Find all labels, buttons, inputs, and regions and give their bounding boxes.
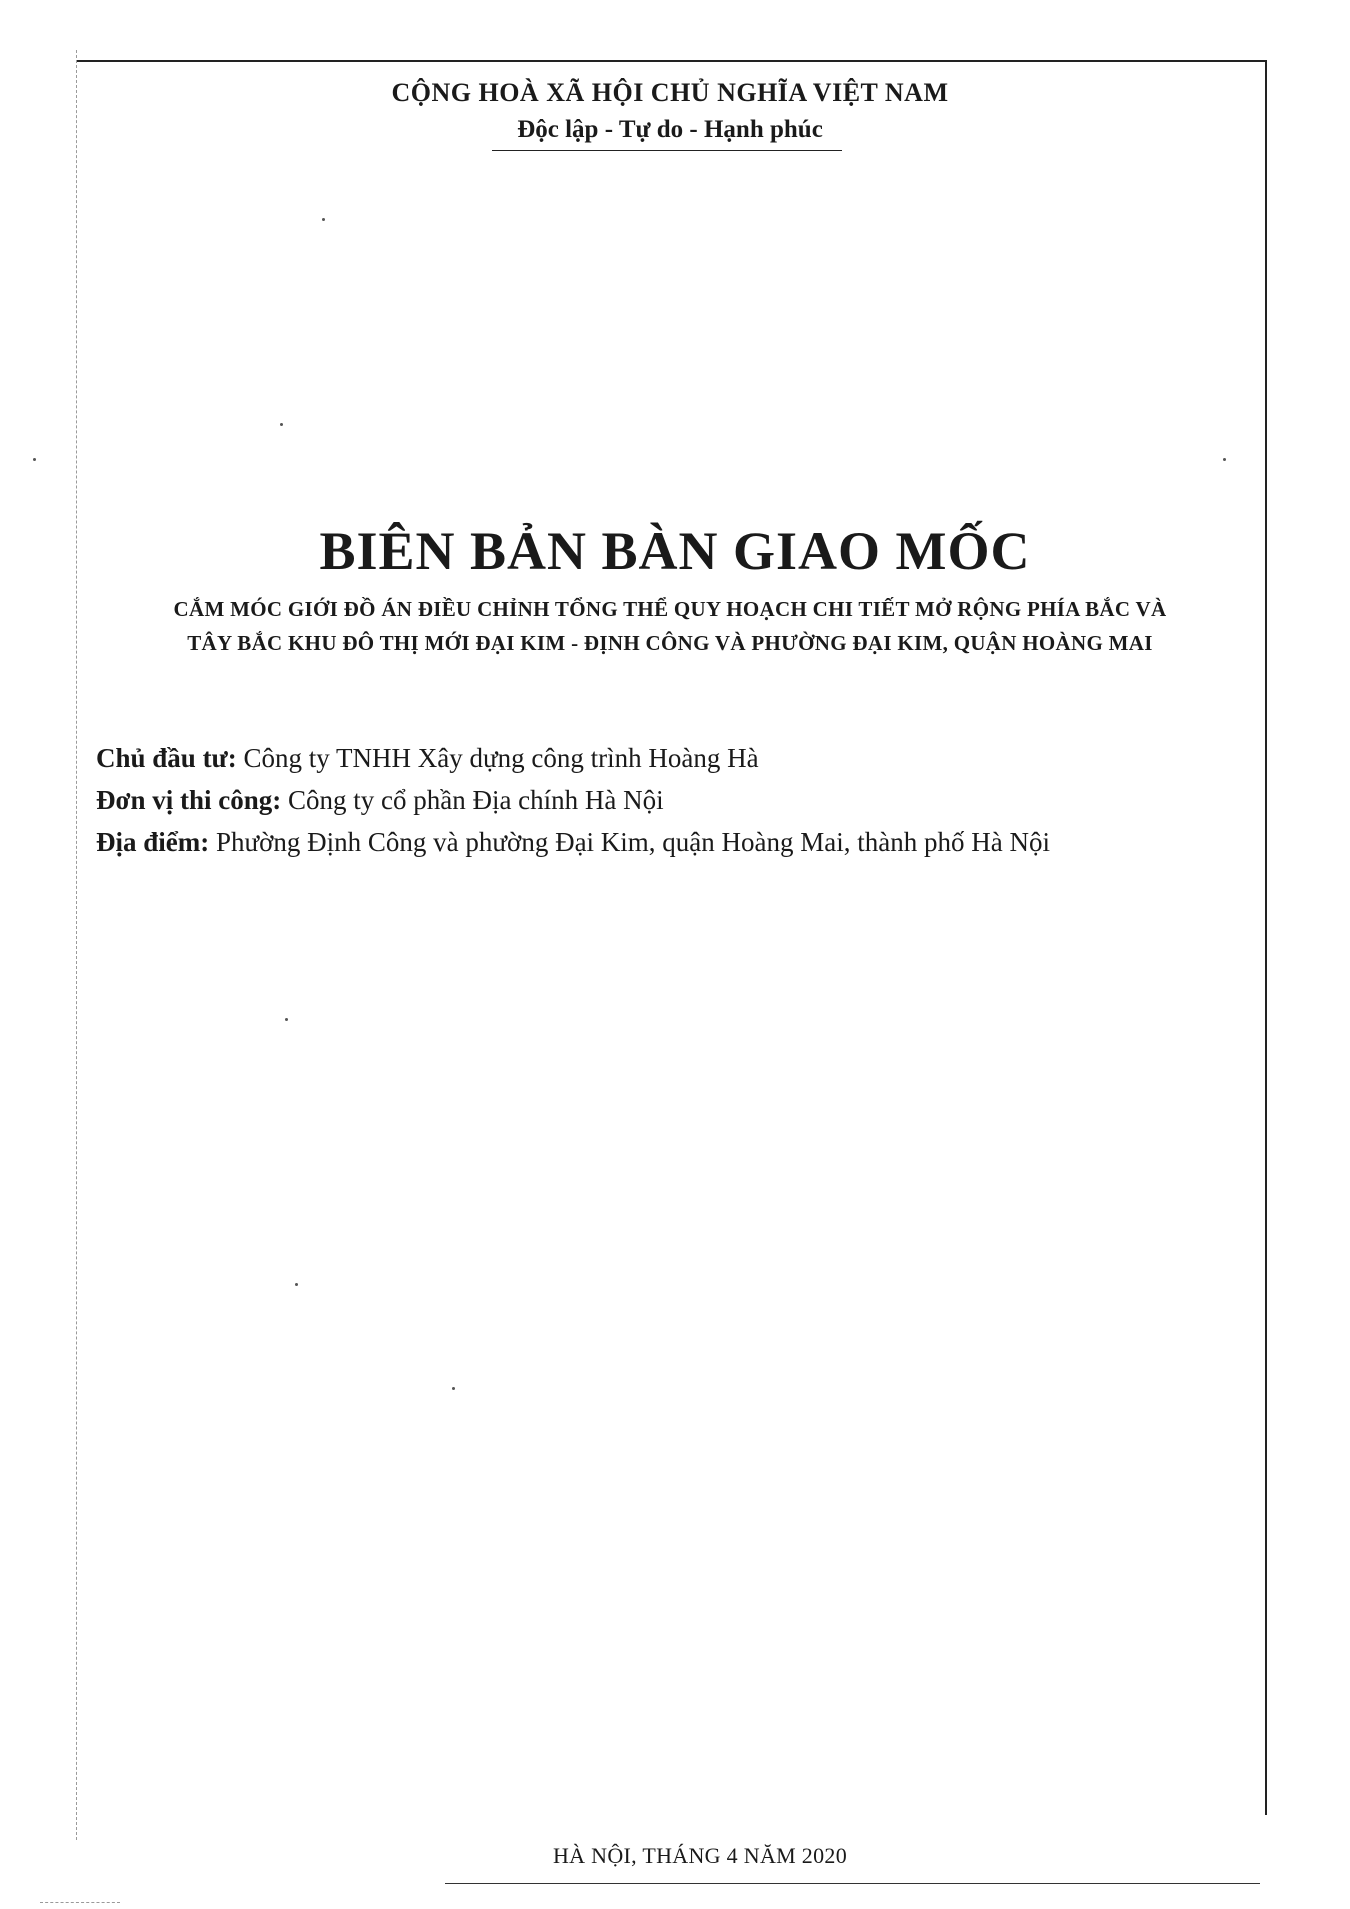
frame-left-border: [76, 50, 77, 1840]
frame-bottom-border: [445, 1883, 1260, 1884]
frame-top-border: [76, 60, 1266, 62]
scan-speck: [295, 1283, 298, 1286]
scan-mark: [40, 1902, 120, 1903]
scan-speck: [322, 218, 325, 221]
document-subtitle: [80, 592, 1260, 660]
location-label: Địa điểm:: [96, 827, 210, 857]
motto-underline: [492, 150, 842, 151]
contractor-label: Đơn vị thi công:: [96, 785, 282, 815]
issue-date: HÀ NỘI, THÁNG 4 NĂM 2020: [552, 1843, 847, 1868]
contractor-value: Công ty cổ phần Địa chính Hà Nội: [287, 785, 664, 815]
national-title: CỘNG HOÀ XÃ HỘI CHỦ NGHĨA VIỆT NAM: [391, 78, 949, 107]
scan-speck: [1223, 458, 1226, 461]
scan-speck: [280, 423, 283, 426]
frame-right-border: [1265, 60, 1267, 1815]
investor-row: [96, 737, 1246, 779]
scan-speck: [33, 458, 36, 461]
investor-value: Công ty TNHH Xây dựng công trình Hoàng Hà: [243, 743, 759, 773]
document-title: BIÊN BẢN BÀN GIAO MỐC: [319, 521, 1031, 581]
location-value: Phường Định Công và phường Đại Kim, quận Hoàng Mai, thành phố Hà Nội: [215, 827, 1050, 857]
subtitle-line-1: CẮM MÓC GIỚI ĐỒ ÁN ĐIỀU CHỈNH TỔNG THỂ QUY HOẠCH CHI TIẾT MỞ RỘNG PHÍA BẮC VÀ: [173, 597, 1167, 621]
contractor-row: [96, 779, 1246, 821]
subtitle-line-2: TÂY BẮC KHU ĐÔ THỊ MỚI ĐẠI KIM - ĐỊNH CÔNG VÀ PHƯỜNG ĐẠI KIM, QUẬN HOÀNG MAI: [187, 631, 1153, 655]
national-motto: Độc lập - Tự do - Hạnh phúc: [517, 116, 823, 143]
scan-speck: [285, 1018, 288, 1021]
location-row: [96, 821, 1246, 863]
scan-speck: [452, 1387, 455, 1390]
investor-label: Chủ đầu tư:: [96, 743, 237, 773]
project-info: [96, 737, 1246, 863]
